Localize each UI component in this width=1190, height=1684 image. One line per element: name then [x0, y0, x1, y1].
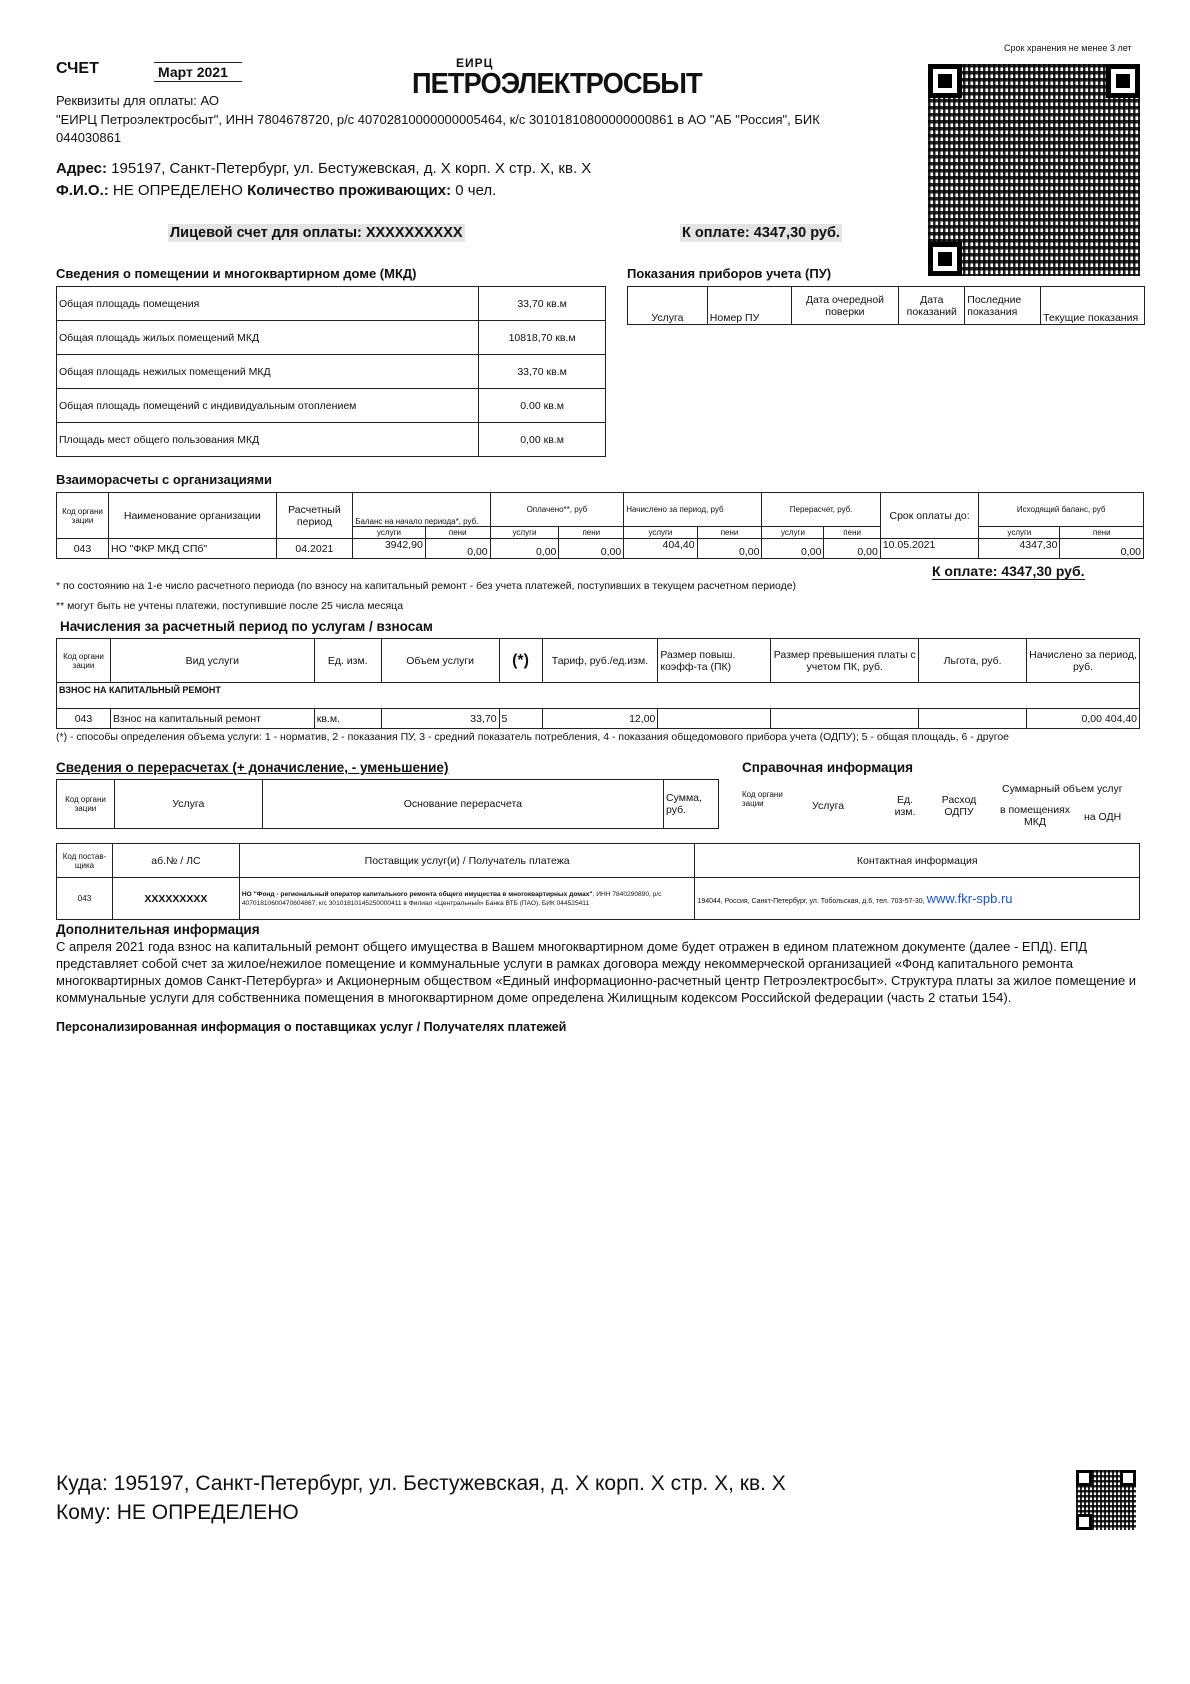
settle-sub-penalty: пени: [1060, 527, 1144, 539]
fio-value: НЕ ОПРЕДЕЛЕНО: [108, 182, 248, 199]
premises-value: 0.00 кв.м: [479, 389, 606, 423]
recalc-table: [56, 779, 719, 829]
footer-to-whom: Кому: НЕ ОПРЕДЕЛЕНО: [56, 1501, 299, 1524]
table-row: [57, 423, 606, 457]
logo-main-text: ПЕТРОЭЛЕКТРОСБЫТ: [412, 68, 702, 100]
settle-sub-services: услуги: [490, 527, 559, 539]
address-value: 195197, Санкт-Петербург, ул. Бестужевская, д. X корп. X стр. X, кв. X: [107, 160, 592, 177]
recalc-header-basis: Основание перерасчета: [262, 780, 663, 829]
settlements-table: [56, 492, 1144, 559]
charges-header-excess: Размер превышения платы с учетом ПК, руб.: [771, 639, 919, 683]
settle-header-outgoing: Исходящий баланс, руб: [979, 493, 1144, 527]
additional-title: Дополнительная информация: [56, 922, 260, 937]
footer-to-address: Куда: 195197, Санкт-Петербург, ул. Бестужевская, д. X корп. X стр. X, кв. X: [56, 1472, 786, 1495]
charges-tariff: 12,00: [542, 709, 658, 729]
meters-header-date: Дата показаний: [899, 287, 965, 325]
logo-top-text: ЕИРЦ: [456, 56, 494, 70]
settle-header-paid: Оплачено**, руб: [490, 493, 624, 527]
premises-label: Общая площадь нежилых помещений МКД: [57, 355, 479, 389]
settle-org: НО "ФКР МКД СПб": [108, 539, 276, 559]
additional-text: С апреля 2021 года взнос на капитальный ремонт общего имущества в Вашем многоквартирном доме будет отражен в едином платежном документе (далее - ЕПД). ЕПД представляет собой счет за жилое/нежилое помещение и коммунальные услуги в рамках договора между некоммерческой организацией «Фонд капитального ремонта многоквартирных домов Санкт-Петербурга» и Акционерным обществом «Единый информационно-расчетный центр Петроэлектросбыт». Структура платы за жилое помещение и коммунальные услуги для собственника помещения в многоквартирном доме определена Жилищным кодексом Российской федерации (часть 2 статьи 154).: [56, 939, 1137, 1005]
small-qr-finder-bottom-left: [1076, 1514, 1092, 1530]
settle-sub-services: услуги: [979, 527, 1060, 539]
premises-label: Общая площадь помещения: [57, 287, 479, 321]
requisites-label: Реквизиты для оплаты: АО: [56, 93, 219, 108]
premises-label: Площадь мест общего пользования МКД: [57, 423, 479, 457]
reference-header-total: Суммарный объем услуг: [1002, 783, 1123, 795]
premises-value: 33,70 кв.м: [479, 355, 606, 389]
premises-value: 10818,70 кв.м: [479, 321, 606, 355]
charges-spacer: [57, 697, 1140, 709]
to-pay-settlements: К оплате: 4347,30 руб.: [932, 563, 1085, 579]
table-row: [57, 539, 1144, 559]
charges-header-benefit: Льгота, руб.: [919, 639, 1027, 683]
recalc-title: Сведения о перерасчетах (+ доначисление, - уменьшение): [56, 760, 449, 775]
providers-header-account: аб.№ / ЛС: [112, 844, 239, 878]
charges-code: 043: [57, 709, 111, 729]
meters-header-verification: Дата очередной поверки: [791, 287, 899, 325]
settle-sub-services: услуги: [624, 527, 697, 539]
providers-supplier-name: НО "Фонд - региональный оператор капитального ремонта общего имущества в многоквартирных домах": [241, 890, 593, 898]
qr-finder-top-right: [1106, 64, 1140, 98]
requisites-text: "ЕИРЦ Петроэлектросбыт", ИНН 7804678720, р/с 40702810000000005464, к/с 30101810800000000861 в АО "АБ "Россия", БИК 044030861: [56, 112, 820, 145]
recalc-header-code: Код органи зации: [57, 780, 115, 829]
meters-header-service: Услуга: [628, 287, 708, 325]
recalc-header-service: Услуга: [114, 780, 262, 829]
charges-table: [56, 638, 1140, 729]
settle-sub-penalty: пени: [697, 527, 762, 539]
charges-header-method: (*): [499, 639, 542, 683]
qr-finder-bottom-left: [928, 242, 962, 276]
table-row: [57, 321, 606, 355]
charges-service: Взнос на капитальный ремонт: [110, 709, 314, 729]
personal-info-title: Персонализированная информация о поставщиках услуг / Получателях платежей: [56, 1020, 567, 1034]
charges-header-coef: Размер повыш. коэфф-та (ПК): [658, 639, 771, 683]
settle-header-recalc: Перерасчет, руб.: [762, 493, 880, 527]
settlements-note-2: ** могут быть не учтены платежи, поступившие после 25 числа месяца: [56, 600, 404, 612]
settle-sub-services: услуги: [353, 527, 426, 539]
residents-value: 0 чел.: [451, 182, 497, 199]
settle-outgoing-services: 4347,30: [979, 539, 1060, 559]
providers-account: XXXXXXXXX: [112, 878, 239, 920]
meters-header-current: Текущие показания: [1041, 287, 1145, 325]
meters-header-number: Номер ПУ: [707, 287, 791, 325]
meters-title: Показания приборов учета (ПУ): [627, 266, 832, 281]
providers-contact: [695, 878, 1140, 920]
settle-outgoing-penalty: 0,00: [1060, 539, 1144, 559]
providers-supplier: [239, 878, 695, 920]
settle-header-period: Расчетный период: [276, 493, 353, 539]
settle-sub-penalty: пени: [559, 527, 624, 539]
settlements-note-1: * по состоянию на 1-е число расчетного периода (по взносу на капитальный ремонт - без учета платежей, поступивших в текущем расчетном периоде): [56, 580, 797, 592]
qr-finder-top-left: [928, 64, 962, 98]
settle-charged-services: 404,40: [624, 539, 697, 559]
settle-header-due: Срок оплаты до:: [880, 493, 979, 539]
providers-contact-address: 194044, Россия, Санкт-Петербург, ул. Тобольская, д.6, тел. 703-57-30,: [697, 898, 927, 905]
providers-header-code: Код постав- щика: [57, 844, 113, 878]
table-row: [57, 389, 606, 423]
settlements-title: Взаиморасчеты с организациями: [56, 472, 272, 487]
providers-supplier-details: , ИНН 7840290890, р/с 40701810600470604867, к/с 30101810145250000411 в Филиал «Центральный» Банка ВТБ (ПАО), БИК 044525411: [241, 890, 662, 907]
charges-header-charged: Начислено за период, руб.: [1027, 639, 1140, 683]
settle-sub-penalty: пени: [824, 527, 880, 539]
settle-paid-penalty: 0,00: [559, 539, 624, 559]
bill-period: Март 2021: [154, 62, 242, 82]
table-row: [57, 709, 1140, 729]
premises-title: Сведения о помещении и многоквартирном доме (МКД): [56, 266, 417, 281]
charges-excess: [771, 709, 919, 729]
providers-header-supplier: Поставщик услуг(и) / Получатель платежа: [239, 844, 695, 878]
charges-header-tariff: Тариф, руб./ед.изм.: [542, 639, 658, 683]
small-qr-code: [1076, 1470, 1136, 1530]
settle-due-date: 10.05.2021: [880, 539, 979, 559]
charges-header-unit: Ед. изм.: [314, 639, 381, 683]
premises-label: Общая площадь жилых помещений МКД: [57, 321, 479, 355]
small-qr-finder-top-right: [1120, 1470, 1136, 1486]
charges-header-volume: Объем услуги: [381, 639, 499, 683]
charges-unit: кв.м.: [314, 709, 381, 729]
address-line: [56, 160, 591, 177]
providers-header-contact: Контактная информация: [695, 844, 1140, 878]
settle-header-charged: Начислено за период, руб: [624, 493, 762, 527]
providers-table: [56, 843, 1140, 920]
charges-coef: [658, 709, 771, 729]
premises-value: 33,70 кв.м: [479, 287, 606, 321]
charges-header-service: Вид услуги: [110, 639, 314, 683]
to-pay-header: К оплате: 4347,30 руб.: [682, 225, 840, 241]
providers-code: 043: [57, 878, 113, 920]
table-row: [57, 878, 1140, 920]
meters-header-last: Последние показания: [965, 287, 1041, 325]
settle-recalc-services: 0,00: [762, 539, 824, 559]
settle-recalc-penalty: 0,00: [824, 539, 880, 559]
charges-title: Начисления за расчетный период по услугам / взносам: [60, 619, 433, 634]
reference-header-odn: на ОДН: [1084, 811, 1122, 823]
account-number: Лицевой счет для оплаты: XXXXXXXXXX: [170, 225, 463, 241]
residents-label: Количество проживающих:: [247, 182, 452, 199]
charges-volume: 33,70: [381, 709, 499, 729]
table-row: [57, 287, 606, 321]
qr-code: [928, 64, 1140, 276]
premises-value: 0,00 кв.м: [479, 423, 606, 457]
charges-header-code: Код органи зации: [57, 639, 111, 683]
charges-group-label: ВЗНОС НА КАПИТАЛЬНЫЙ РЕМОНТ: [57, 683, 1140, 697]
settle-header-code: Код органи зации: [57, 493, 109, 539]
settle-balance-penalty: 0,00: [425, 539, 490, 559]
reference-header-code: Код органи зации: [742, 790, 783, 808]
settle-header-org: Наименование организации: [108, 493, 276, 539]
settle-sub-penalty: пени: [425, 527, 490, 539]
settle-charged-penalty: 0,00: [697, 539, 762, 559]
providers-website-link[interactable]: www.fkr-spb.ru: [926, 891, 1013, 906]
address-label: Адрес:: [56, 160, 107, 177]
settle-balance-services: 3942,90: [353, 539, 426, 559]
charges-charged: 0,00 404,40: [1027, 709, 1140, 729]
reference-header-unit: Ед. изм.: [894, 794, 916, 818]
fio-label: Ф.И.О.:: [56, 182, 109, 199]
table-row: [57, 355, 606, 389]
premises-label: Общая площадь помещений с индивидуальным отоплением: [57, 389, 479, 423]
reference-header-premises: в помещениях МКД: [999, 804, 1071, 828]
fio-line: [56, 182, 496, 199]
company-logo: [412, 56, 738, 108]
reference-title: Справочная информация: [742, 760, 914, 775]
charges-method: 5: [499, 709, 542, 729]
settle-header-balance: Баланс на начало периода*, руб.: [353, 493, 490, 527]
reference-header-service: Услуга: [812, 800, 845, 812]
settle-paid-services: 0,00: [490, 539, 559, 559]
settle-period: 04.2021: [276, 539, 353, 559]
premises-table: [56, 286, 606, 457]
small-qr-finder-top-left: [1076, 1470, 1092, 1486]
settle-code: 043: [57, 539, 109, 559]
settle-sub-services: услуги: [762, 527, 824, 539]
storage-note: Срок хранения не менее 3 лет: [1004, 43, 1132, 53]
charges-benefit: [919, 709, 1027, 729]
reference-header-odpu: Расход ОДПУ: [941, 794, 977, 818]
meters-table: [627, 286, 1145, 325]
recalc-header-sum: Сумма, руб.: [664, 780, 719, 829]
bill-label: СЧЕТ: [56, 60, 99, 77]
charges-footnote: (*) - способы определения объема услуги: 1 - норматив, 2 - показания ПУ, 3 - средний показатель потребления, 4 - показания общедомового прибора учета (ОДПУ); 5 - общая площадь, 6 - другое: [56, 731, 1009, 743]
